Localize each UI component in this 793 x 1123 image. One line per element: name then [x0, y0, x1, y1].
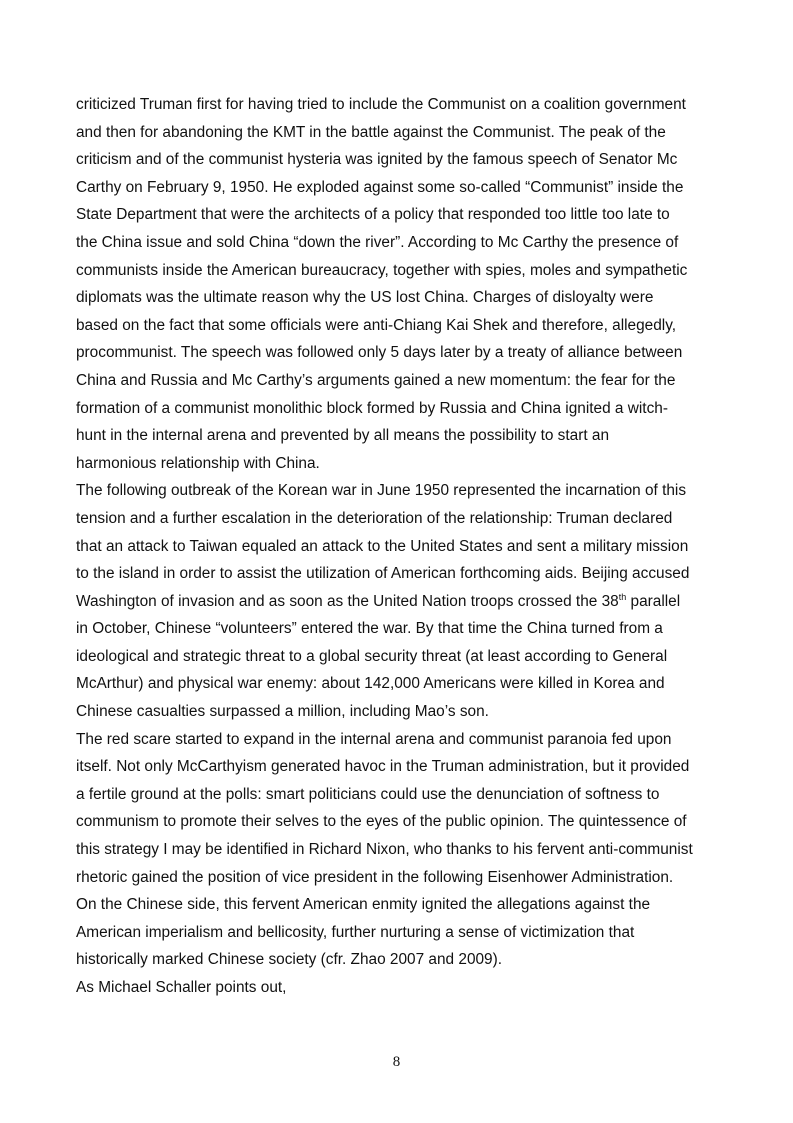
- text-line: criticized Truman first for having tried to include the Communist on a coalition government: [76, 96, 686, 113]
- text-line: The red scare started to expand in the internal arena and communist paranoia fed upon: [76, 730, 672, 748]
- page-number: 8: [392, 1054, 401, 1070]
- text-line-with-superscript: [76, 588, 717, 616]
- text-line: that an attack to Taiwan equaled an attack to the United States and sent a military mission: [76, 537, 689, 555]
- text-line: to the island in order to assist the utilization of American forthcoming aids. Beijing accused: [76, 565, 690, 583]
- line-start: Washington of invasion and as soon as the United Nation troops crossed the 38: [76, 592, 619, 610]
- paragraph-5: [76, 974, 717, 1002]
- text-line: historically marked Chinese society (cfr. Zhao 2007 and 2009).: [76, 951, 503, 969]
- text-line: this strategy I may be identified in Richard Nixon, who thanks to his fervent anti-communist: [76, 841, 693, 859]
- text-line: Carthy on February 9, 1950. He exploded against some so-called “Communist” inside the: [76, 178, 684, 196]
- text-line: As Michael Schaller points out,: [76, 979, 287, 996]
- text-line: ideological and strategic threat to a global security threat (at least according to General: [76, 647, 668, 665]
- text-line: diplomats was the ultimate reason why the US lost China. Charges of disloyalty were: [76, 289, 654, 307]
- text-line: On the Chinese side, this fervent American enmity ignited the allegations against the: [76, 896, 651, 914]
- paragraph-4: [76, 891, 717, 974]
- text-line: criticism and of the communist hysteria was ignited by the famous speech of Senator Mc: [76, 151, 678, 169]
- text-line: communism to promote their selves to the eyes of the public opinion. The quintessence of: [76, 813, 687, 831]
- text-line: itself. Not only McCarthyism generated havoc in the Truman administration, but it provided: [76, 758, 690, 776]
- paragraph-2: [76, 477, 717, 725]
- text-line: China and Russia and Mc Carthy’s arguments gained a new momentum: the fear for the: [76, 371, 676, 389]
- text-line: hunt in the internal arena and prevented by all means the possibility to start an: [76, 427, 610, 445]
- text-line: The following outbreak of the Korean war in June 1950 represented the incarnation of this: [76, 482, 687, 500]
- text-line: a fertile ground at the polls: smart politicians could use the denunciation of softness to: [76, 785, 660, 803]
- text-line: communists inside the American bureaucracy, together with spies, moles and sympathetic: [76, 261, 688, 279]
- text-line: formation of a communist monolithic block formed by Russia and China ignited a witch-: [76, 399, 668, 417]
- text-line: rhetoric gained the position of vice president in the following Eisenhower Administration.: [76, 868, 674, 886]
- line-end: parallel: [626, 592, 681, 610]
- text-line: Chinese casualties surpassed a million, including Mao’s son.: [76, 703, 489, 721]
- body-text: [76, 91, 717, 1002]
- text-line: tension and a further escalation in the deterioration of the relationship: Truman declared: [76, 509, 673, 527]
- ordinal-superscript: th: [618, 591, 627, 602]
- text-line: American imperialism and bellicosity, further nurturing a sense of victimization that: [76, 923, 635, 941]
- text-line: harmonious relationship with China.: [76, 454, 320, 472]
- text-line: and then for abandoning the KMT in the battle against the Communist. The peak of the: [76, 123, 666, 141]
- text-line: based on the fact that some officials were anti-Chiang Kai Shek and therefore, allegedly,: [76, 316, 677, 334]
- paragraph-1: [76, 91, 717, 477]
- paragraph-3: [76, 726, 717, 892]
- text-line: State Department that were the architects of a policy that responded too little too late to: [76, 206, 670, 224]
- text-line: McArthur) and physical war enemy: about 142,000 Americans were killed in Korea and: [76, 675, 665, 693]
- text-line: in October, Chinese “volunteers” entered the war. By that time the China turned from a: [76, 620, 663, 638]
- text-line: procommunist. The speech was followed only 5 days later by a treaty of alliance between: [76, 344, 683, 362]
- text-line: the China issue and sold China “down the river”. According to Mc Carthy the presence of: [76, 233, 679, 251]
